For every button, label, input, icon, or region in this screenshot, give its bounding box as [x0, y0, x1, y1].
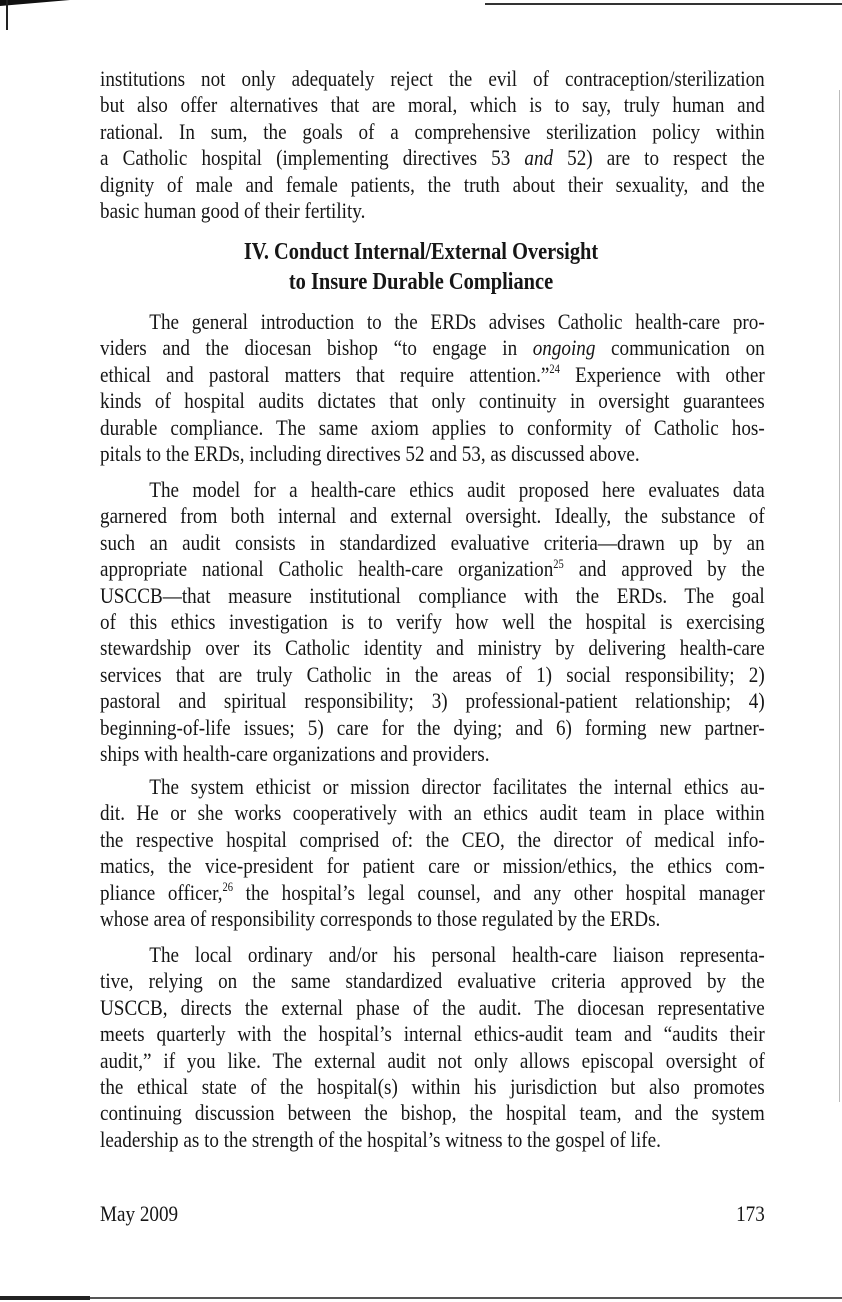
section-heading [0, 237, 842, 297]
footnote-reference: 26 [222, 879, 233, 894]
text-line: The model for a health-care ethics audit proposed here evaluates data [149, 477, 765, 502]
text-line: whose area of responsibility corresponds to those regulated by the ERDs. [100, 905, 661, 931]
paragraph-1 [100, 66, 765, 224]
scan-bottom-edge [0, 1297, 842, 1299]
text-line: a Catholic hospital (implementing directives 53 and 52) are to respect the [100, 145, 765, 171]
text-line: dignity of male and female patients, the truth about their sexuality, and the [100, 171, 765, 197]
text-line: ships with health-care organizations and providers. [100, 740, 490, 766]
text-line: leadership as to the strength of the hospital’s witness to the gospel of life. [100, 1126, 661, 1152]
text-line: tive, relying on the same standardized evaluative criteria approved by the [100, 968, 765, 994]
text-line: of this ethics investigation is to verify how well the hospital is exercising [100, 608, 765, 634]
text-line: but also offer alternatives that are moral, which is to say, truly human and [100, 92, 765, 118]
text-line: appropriate national Catholic health-care organization$^{25}$ and approved by the [100, 556, 765, 582]
paragraph-4 [100, 774, 765, 932]
scan-corner-mark [0, 0, 70, 6]
text-line: garnered from both internal and external oversight. Ideally, the substance of [100, 503, 765, 529]
text-line: the respective hospital comprised of: the CEO, the director of medical info- [100, 826, 765, 852]
footnote-reference: 24 [549, 362, 560, 377]
scan-top-edge [485, 3, 842, 5]
text-line: pliance officer,$^{26}$ the hospital’s legal counsel, and any other hospital manager [100, 879, 765, 905]
text-line: dit. He or she works cooperatively with an ethics audit team in place within [100, 800, 765, 826]
scan-bottom-mark [0, 1296, 90, 1300]
text-line: continuing discussion between the bishop, the hospital team, and the system [100, 1100, 765, 1126]
scan-edge-mark [6, 0, 8, 30]
text-line: pitals to the ERDs, including directives 52 and 53, as discussed above. [100, 440, 640, 466]
text-line: pastoral and spiritual responsibility; 3) professional-patient relationship; 4) [100, 688, 765, 714]
text-line: basic human good of their fertility. [100, 197, 366, 223]
text-line: durable compliance. The same axiom applies to conformity of Catholic hos- [100, 414, 765, 440]
paragraph-5 [100, 942, 765, 1153]
text-line: The system ethicist or mission director facilitates the internal ethics au- [149, 774, 765, 799]
footnote-reference: 25 [553, 556, 564, 571]
paragraph-3 [100, 477, 765, 767]
paragraph-2 [100, 309, 765, 467]
text-line: USCCB—that measure institutional compliance with the ERDs. The goal [100, 582, 765, 608]
text-line: stewardship over its Catholic identity and ministry by delivering health-care [100, 635, 765, 661]
text-line: institutions not only adequately reject the evil of contraception/sterilization [100, 66, 765, 91]
text-line: meets quarterly with the hospital’s internal ethics-audit team and “audits their [100, 1021, 765, 1047]
text-line: the ethical state of the hospital(s) within his jurisdiction but also promotes [100, 1073, 765, 1099]
text-line: audit,” if you like. The external audit not only allows episcopal oversight of [100, 1047, 765, 1073]
footer-page-number: 173 [736, 1201, 765, 1226]
text-line: ethical and pastoral matters that require attention.”$^{24}$ Experience with other [100, 361, 765, 387]
text-line: rational. In sum, the goals of a comprehensive sterilization policy within [100, 118, 765, 144]
text-line: kinds of hospital audits dictates that only continuity in oversight guarantees [100, 388, 765, 414]
text-line: USCCB, directs the external phase of the audit. The diocesan representative [100, 994, 765, 1020]
text-line: The general introduction to the ERDs advises Catholic health-care pro- [149, 309, 765, 334]
text-line: such an audit consists in standardized evaluative criteria—drawn up by an [100, 529, 765, 555]
section-heading-line-1: IV. Conduct Internal/External Oversight [243, 239, 599, 265]
text-line: viders and the diocesan bishop “to engage in ongoing communication on [100, 335, 765, 361]
text-line: beginning-of-life issues; 5) care for the dying; and 6) forming new partner- [100, 714, 765, 740]
italic-text: and [524, 145, 554, 171]
italic-text: ongoing [532, 335, 596, 361]
text-line: matics, the vice-president for patient care or mission/ethics, the ethics com- [100, 853, 765, 879]
section-heading-line-2: to Insure Durable Compliance [288, 269, 554, 295]
text-line: services that are truly Catholic in the areas of 1) social responsibility; 2) [100, 661, 765, 687]
text-line: The local ordinary and/or his personal health-care liaison representa- [149, 942, 765, 967]
footer-date: May 2009 [100, 1201, 179, 1226]
